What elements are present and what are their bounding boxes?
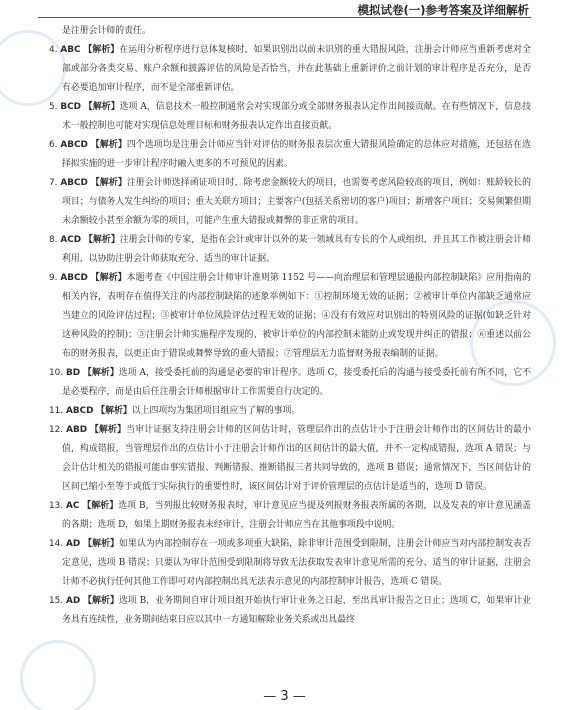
analysis-text: 本题考查《中国注册会计师审计准则第 1152 号——向治理层和管理层通报内部控制缺陷》应用指南的相关内容，表明存在值得关注的内部控制缺陷的迹象举例如下：①控制环境无效的证据；②被审计单位内部缺乏通常应当建立的风险评估过程；③被审计单位风险评估过程无效的证据；④没有有效应对识别出的特别风险的证据(如缺乏针对这种风险的控制)；⑤注册会计师实施程序发现的、被审计单位的内部控制未能防止或发现并纠正的错报；⑥重述以前公布的财务报表，以更正由于错误或舞弊导致的重大错报；⑦管理层无力监督财务报表编制的证据。 <box>62 273 531 359</box>
answer-item <box>49 421 531 497</box>
analysis-text: 选项 B，业务期间自审计项目组开始执行审计业务之日起，至出具审计报告之日止；选项 C，如果审计业务具有连续性，业务期间结束日应以其中一方通知解除业务关系或出具最终 <box>62 596 532 625</box>
analysis-text: 当审计证据支持注册会计师的区间估计时，管理层作出的点估计小于注册会计师作出的区间估计的最小值，构成错报，当管理层作出的点估计小于注册会计师作出的区间估计的最大值，并不一定构成错报，选项 A 错误；与会计估计相关的错报可能由事实错报、判断错报、推断错报三者共同导致的，选项 B 错误；通常情况下，当区间估计的区间已缩小至等于或低于实际执行的重要性时，该区间估计对于评价管理层的点估计是适当的，选项 D 错误。 <box>62 425 532 492</box>
answer-number: 14. <box>49 539 64 549</box>
answer-list <box>49 22 531 630</box>
answer-item <box>49 402 531 421</box>
answer-number: 5. <box>49 102 58 112</box>
analysis-tag: 【解析】 <box>83 368 119 378</box>
analysis-text: 选项 A，信息技术一般控制通常会对实现部分或全部财务报表认定作出间接贡献。在有些情况下，信息技术一般控制也可能对实现信息处理目标和财务报表认定作出直接贡献。 <box>62 102 532 131</box>
answer-choice: AD <box>66 596 81 606</box>
answer-choice: ABCD <box>60 273 88 283</box>
answer-choice: ABCD <box>65 406 94 416</box>
answer-choice: BCD <box>60 102 82 112</box>
analysis-text: 选项 B，当列报比较财务报表时，审计意见应当提及列报财务报表所属的各期，以及发表的审计意见涵盖的各期；选项 D，如果上期财务报表未经审计，注册会计师应当在其他事项段中说明。 <box>62 501 532 530</box>
answer-choice: ABCD <box>60 140 88 150</box>
answer-item <box>49 364 531 402</box>
analysis-tag: 【解析】 <box>84 235 120 245</box>
answer-number: 11. <box>49 406 64 416</box>
intro-text: 是注册会计师的责任。 <box>62 26 151 36</box>
answer-item <box>49 592 531 630</box>
analysis-tag: 【解析】 <box>90 425 127 435</box>
analysis-text: 注册会计师的专家，是指在会计或审计以外的某一领域具有专长的个人或组织，并且其工作被注册会计师利用，以协助注册会计师获取充分、适当的审计证据。 <box>62 235 531 264</box>
answer-number: 6. <box>49 140 58 150</box>
analysis-text: 选项 A，接受委托前的沟通是必要的审计程序。选项 C，接受委托后的沟通与接受委托前有所不同，它不是必要程序，而是由后任注册会计师根据审计工作需要自行决定的。 <box>62 368 532 397</box>
analysis-tag: 【解析】 <box>83 102 120 112</box>
answer-choice: ACD <box>60 235 82 245</box>
analysis-tag: 【解析】 <box>90 273 127 283</box>
answer-item <box>49 98 531 136</box>
page-number: — 3 — <box>263 689 306 704</box>
answer-number: 10. <box>49 368 64 378</box>
analysis-text: 在运用分析程序进行总体复核时，如果识别出以前未识别的重大错报风险，注册会计师应当重新考虑对全部或部分各类交易、账户余额和披露评估的风险是否恰当，并在此基础上重新评价之前计划的审计程序是否充分，是否有必要追加审计程序，而不是全部重新评估。 <box>62 45 531 93</box>
answer-choice: ABCD <box>60 178 88 188</box>
answer-choice: ABD <box>66 425 88 435</box>
answer-number: 9. <box>49 273 58 283</box>
answer-item <box>49 231 531 269</box>
answer-item <box>49 269 531 364</box>
answer-number: 15. <box>49 596 64 606</box>
answer-choice: ABC <box>60 45 81 55</box>
analysis-text: 以上四项均为集团项目组应当了解的事项。 <box>131 406 301 416</box>
analysis-tag: 【解析】 <box>83 539 120 549</box>
answer-choice: BD <box>66 368 81 378</box>
analysis-tag: 【解析】 <box>83 596 119 606</box>
answer-item <box>49 136 531 174</box>
analysis-tag: 【解析】 <box>90 140 127 150</box>
answer-item <box>49 41 531 98</box>
answer-number: 8. <box>49 235 58 245</box>
answer-number: 12. <box>49 425 64 435</box>
analysis-tag: 【解析】 <box>90 178 127 188</box>
answer-number: 7. <box>49 178 58 188</box>
analysis-text: 注册会计师选择函证项目时，除考虑金额较大的项目，也需要考虑风险较高的项目，例如：账龄较长的项目；与债务人发生纠纷的项目；重大关联方项目；主要客户(包括关系密切的客户)项目；新增客户项目；交易频繁但期末余额较小甚至余额为零的项目，可能产生重大错报或舞弊的非正常的项目。 <box>62 178 532 226</box>
analysis-tag: 【解析】 <box>96 406 132 416</box>
analysis-text: 四个选项均是注册会计师应当针对评估的财务报表层次重大错报风险确定的总体应对措施，还包括在选择拟实施的进一步审计程序时融入更多的不可预见的因素。 <box>62 140 532 169</box>
answer-item <box>49 535 531 592</box>
answer-choice: AC <box>66 501 80 511</box>
analysis-tag: 【解析】 <box>82 501 119 511</box>
answer-number: 4. <box>49 45 58 55</box>
answer-item <box>49 497 531 535</box>
analysis-tag: 【解析】 <box>83 45 120 55</box>
answer-number: 13. <box>49 501 64 511</box>
page-header-title: 模拟试卷(一)参考答案及详细解析 <box>357 3 529 17</box>
answer-choice: AD <box>66 539 81 549</box>
answer-item <box>49 174 531 231</box>
header-rule <box>38 17 531 18</box>
analysis-text: 如果认为内部控制存在一项或多项重大缺陷，除非审计范围受到限制，注册会计师应当对内部控制发表否定意见，选项 B 错误；只要认为审计范围受到限制将导致无法获取发表审计意见所需的充分、适当的审计证据，注册会计师不必执行任何其他工作即可对内部控制出具无法表示意见的内部控制审计报告，选项 C 错误。 <box>62 539 531 587</box>
